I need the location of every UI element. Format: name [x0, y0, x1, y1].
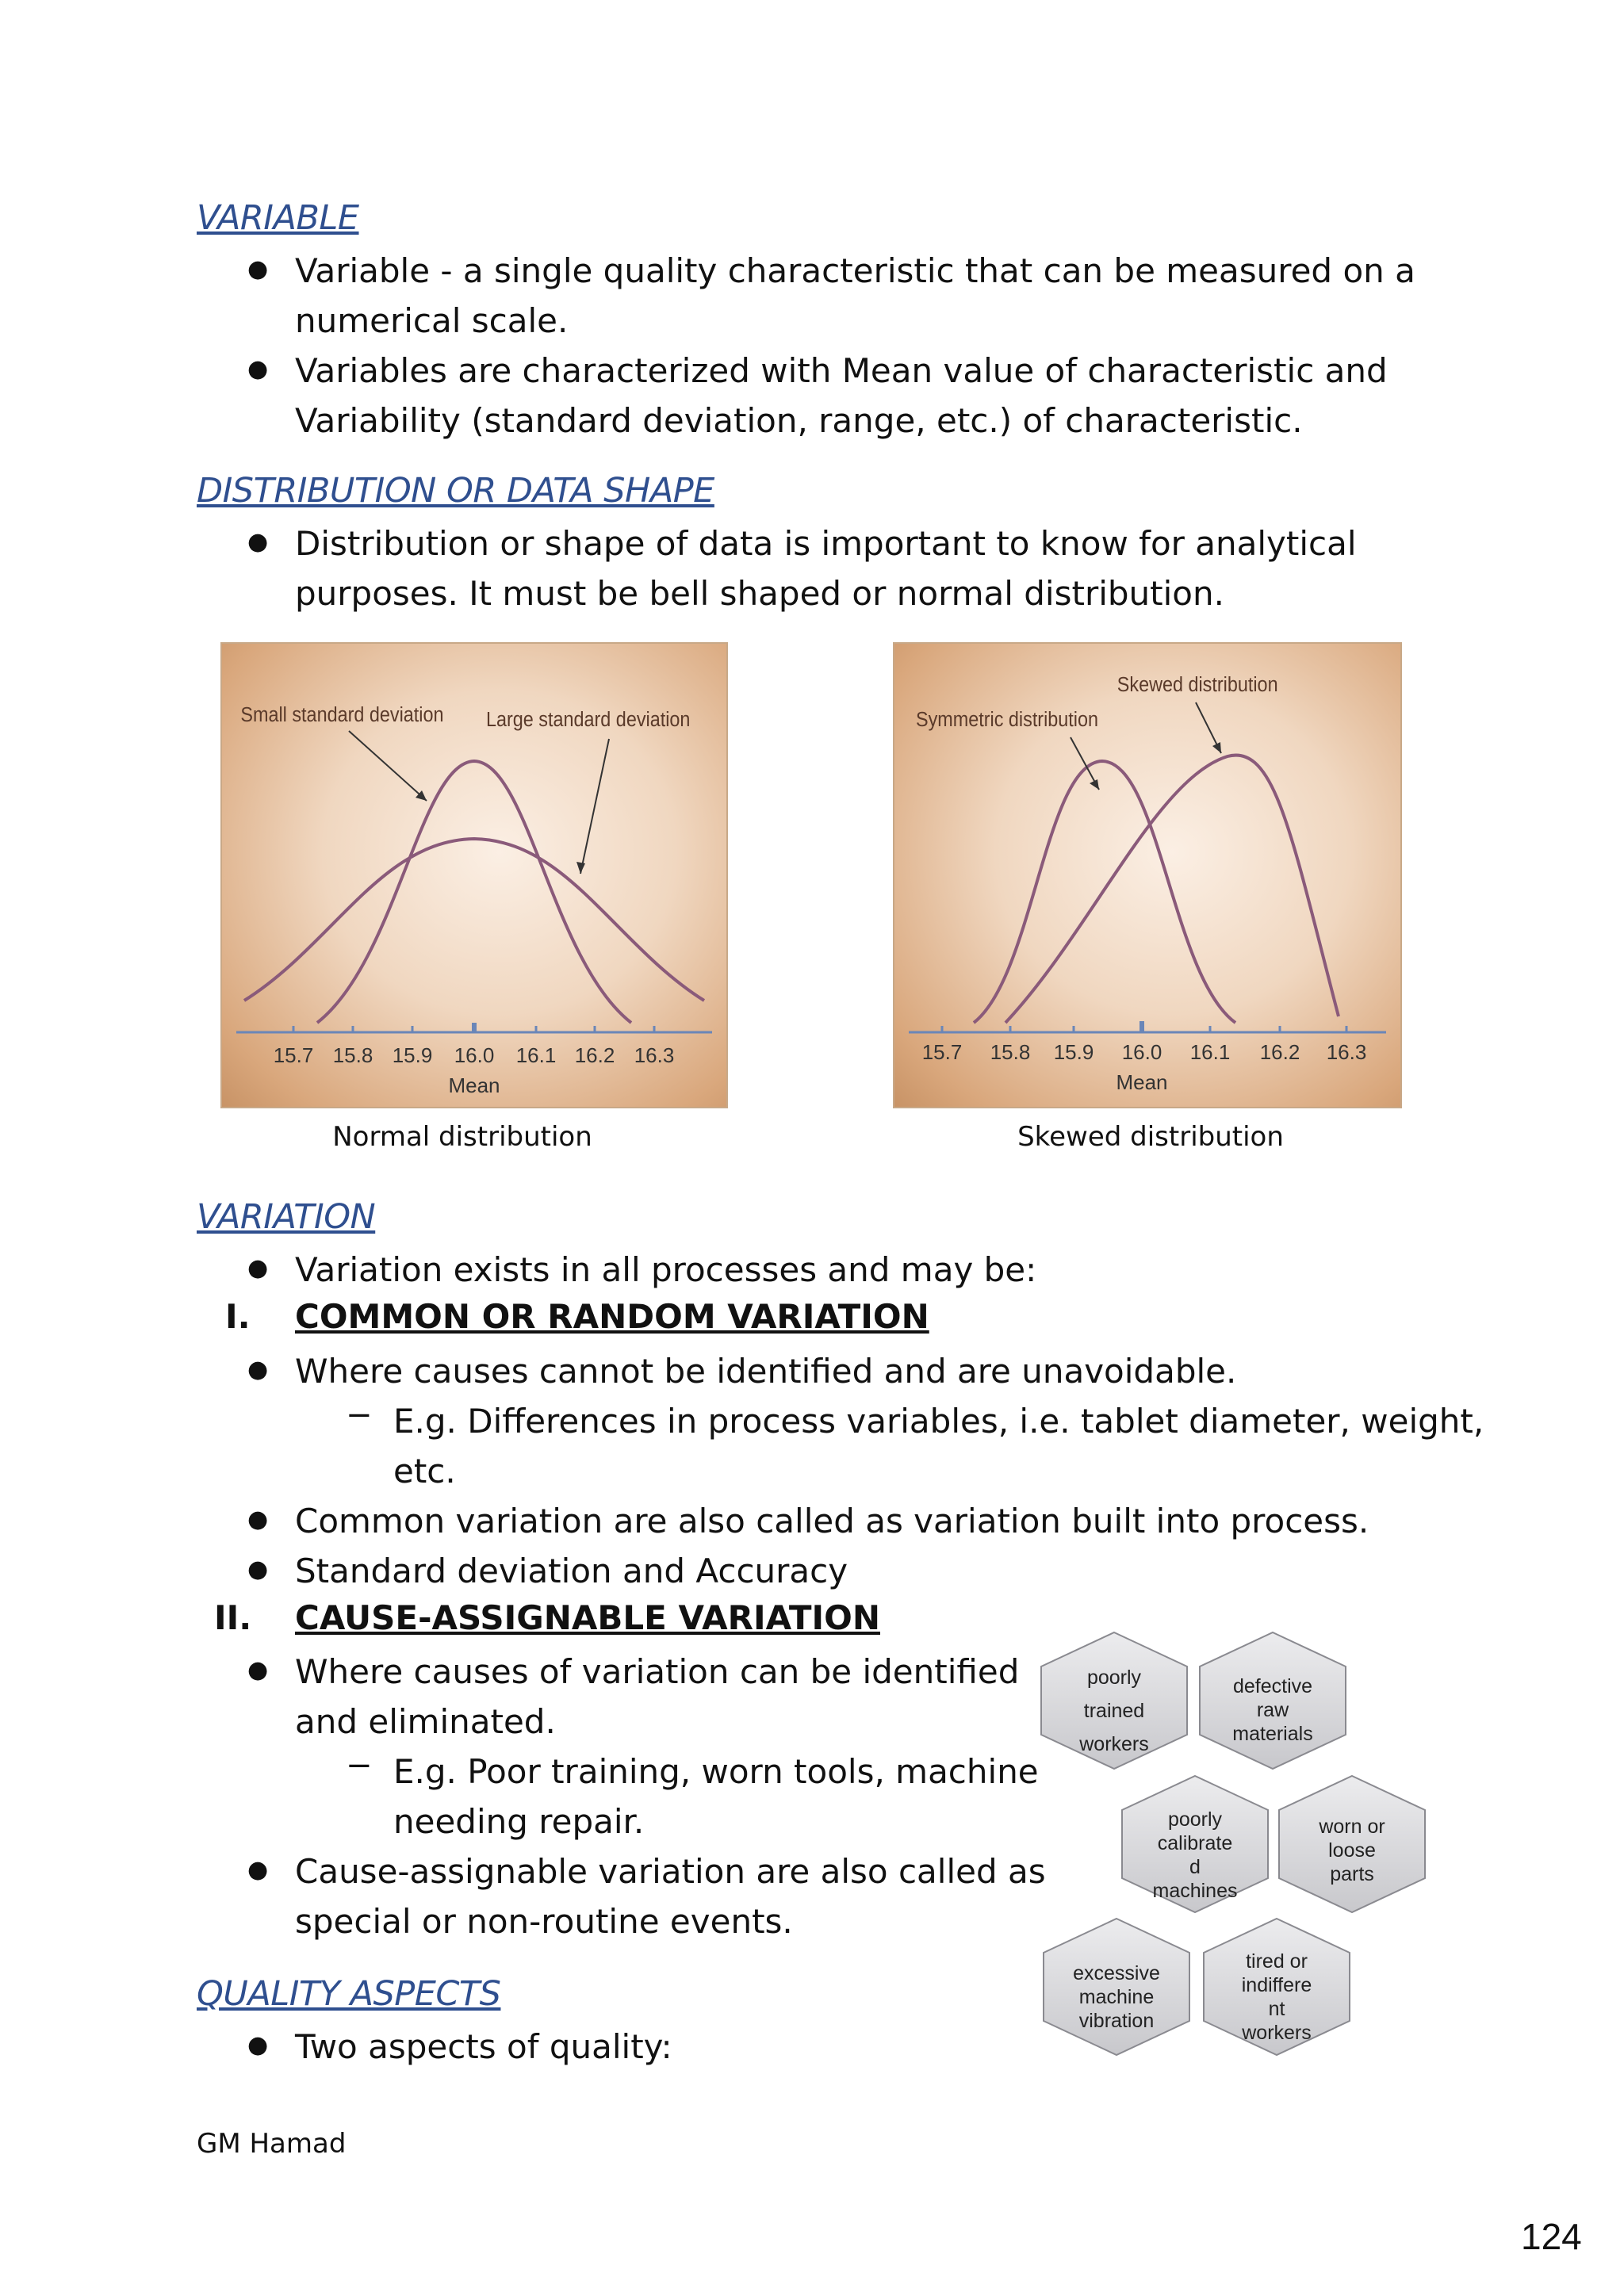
tick-label: 16.1 [1189, 1040, 1231, 1064]
bullet-icon: ● [247, 1254, 269, 1282]
skewed-distribution-caption: Skewed distribution [1017, 1121, 1284, 1153]
tick-label: 16.3 [1326, 1040, 1367, 1064]
skewed-label: Skewed distribution [1116, 673, 1278, 697]
variation-intro: Variation exists in all processes and may be: [295, 1250, 1037, 1289]
quality-bullet-1: Two aspects of quality: [295, 2027, 672, 2066]
roman-numeral-2: II. [214, 1598, 252, 1637]
bullet-icon: ● [247, 1656, 269, 1684]
symmetric-label: Symmetric distribution [916, 708, 1099, 732]
hex-label: vibration [1078, 2010, 1155, 2032]
tick-label: 15.8 [332, 1043, 373, 1067]
hex-label: workers [1079, 1733, 1149, 1755]
hex-label: tired or [1246, 1950, 1308, 1973]
dash-icon: − [346, 1747, 373, 1784]
assignable-example-line-1: E.g. Poor training, worn tools, machine [393, 1752, 1039, 1791]
hex-label: workers [1242, 2022, 1312, 2044]
tick-label: 16.2 [574, 1043, 615, 1067]
hex-label: poorly [1167, 1808, 1223, 1831]
normal-distribution-caption: Normal distribution [332, 1121, 592, 1153]
tick-label: 15.7 [273, 1043, 314, 1067]
assignable-bullet-1-line-2: and eliminated. [295, 1702, 556, 1741]
bullet-icon: ● [247, 255, 269, 283]
bullet-icon: ● [247, 1356, 269, 1383]
common-example-line-1: E.g. Differences in process variables, i.e. tablet diameter, weight, [393, 1402, 1484, 1441]
small-sd-label: Small standard deviation [240, 703, 444, 727]
hex-label: trained [1083, 1700, 1145, 1722]
hex-label: indiffere [1241, 1974, 1312, 1996]
assignable-bullet-2-line-1: Cause-assignable variation are also called as [295, 1852, 1046, 1891]
distribution-heading: DISTRIBUTION OR DATA SHAPE [197, 471, 714, 511]
hex-label: worn or [1319, 1816, 1385, 1838]
tick-label: 15.9 [392, 1043, 433, 1067]
bullet-icon: ● [247, 1856, 269, 1884]
dash-icon: − [346, 1397, 373, 1433]
common-bullet-1: Where causes cannot be identified and are unavoidable. [295, 1352, 1237, 1391]
variable-bullet-1-line-1: Variable - a single quality characteristic that can be measured on a [295, 251, 1415, 290]
page-number: 124 [1521, 2216, 1582, 2257]
distribution-bullet-line-2: purposes. It must be bell shaped or normal distribution. [295, 574, 1224, 613]
tick-label: 15.8 [990, 1040, 1031, 1064]
causes-hexagon-diagram [1031, 1625, 1443, 2093]
hex-label: d [1189, 1856, 1201, 1878]
hex-label: machine [1078, 1986, 1155, 2008]
hex-label: excessive [1073, 1962, 1160, 1984]
variable-bullet-1-line-2: numerical scale. [295, 301, 569, 340]
variable-bullet-2-line-1: Variables are characterized with Mean value of characteristic and [295, 351, 1388, 390]
quality-aspects-heading: QUALITY ASPECTS [197, 1974, 501, 2014]
tick-label: 15.9 [1053, 1040, 1094, 1064]
common-example-line-2: etc. [393, 1452, 456, 1490]
tick-label: 16.0 [1121, 1040, 1162, 1064]
assignable-bullet-2-line-2: special or non-routine events. [295, 1902, 793, 1941]
tick-label: 16.1 [515, 1043, 557, 1067]
tick-label: 16.0 [454, 1043, 495, 1067]
assignable-example-line-2: needing repair. [393, 1802, 645, 1841]
bullet-icon: ● [247, 1506, 269, 1533]
bullet-icon: ● [247, 528, 269, 556]
distribution-bullet-line-1: Distribution or shape of data is important to know for analytical [295, 524, 1357, 563]
variation-heading: VARIATION [197, 1197, 376, 1237]
large-sd-curve [244, 839, 704, 1001]
common-bullet-3: Standard deviation and Accuracy [295, 1552, 848, 1590]
hex-label: machines [1152, 1880, 1238, 1902]
hex-label: materials [1232, 1723, 1313, 1745]
hex-label: poorly [1086, 1667, 1142, 1689]
tick-label: 16.3 [634, 1043, 675, 1067]
hex-label: defective [1232, 1675, 1313, 1697]
skewed-distribution-figure [893, 642, 1402, 1108]
hex-label: calibrate [1157, 1832, 1233, 1854]
hex-label: loose [1328, 1839, 1376, 1862]
assignable-bullet-1-line-1: Where causes of variation can be identified [295, 1652, 1020, 1691]
normal-distribution-figure [220, 642, 728, 1108]
roman-numeral-1: I. [225, 1297, 251, 1336]
tick-label: 16.2 [1259, 1040, 1300, 1064]
large-sd-label: Large standard deviation [486, 708, 691, 732]
axis-label: Mean [1116, 1070, 1168, 1094]
assignable-variation-title: CAUSE-ASSIGNABLE VARIATION [295, 1598, 880, 1637]
bullet-icon: ● [247, 355, 269, 383]
hex-label: raw [1256, 1699, 1289, 1721]
common-variation-title: COMMON OR RANDOM VARIATION [295, 1297, 929, 1336]
bullet-icon: ● [247, 1556, 269, 1583]
tick-label: 15.7 [921, 1040, 963, 1064]
common-bullet-2: Common variation are also called as variation built into process. [295, 1502, 1369, 1540]
hex-label: nt [1268, 1998, 1285, 2020]
footer-author: GM Hamad [197, 2128, 347, 2160]
hex-label: parts [1330, 1863, 1374, 1885]
variable-bullet-2-line-2: Variability (standard deviation, range, etc.) of characteristic. [295, 401, 1303, 440]
bullet-icon: ● [247, 2031, 269, 2059]
axis-label: Mean [448, 1073, 500, 1097]
variable-heading: VARIABLE [197, 198, 359, 238]
